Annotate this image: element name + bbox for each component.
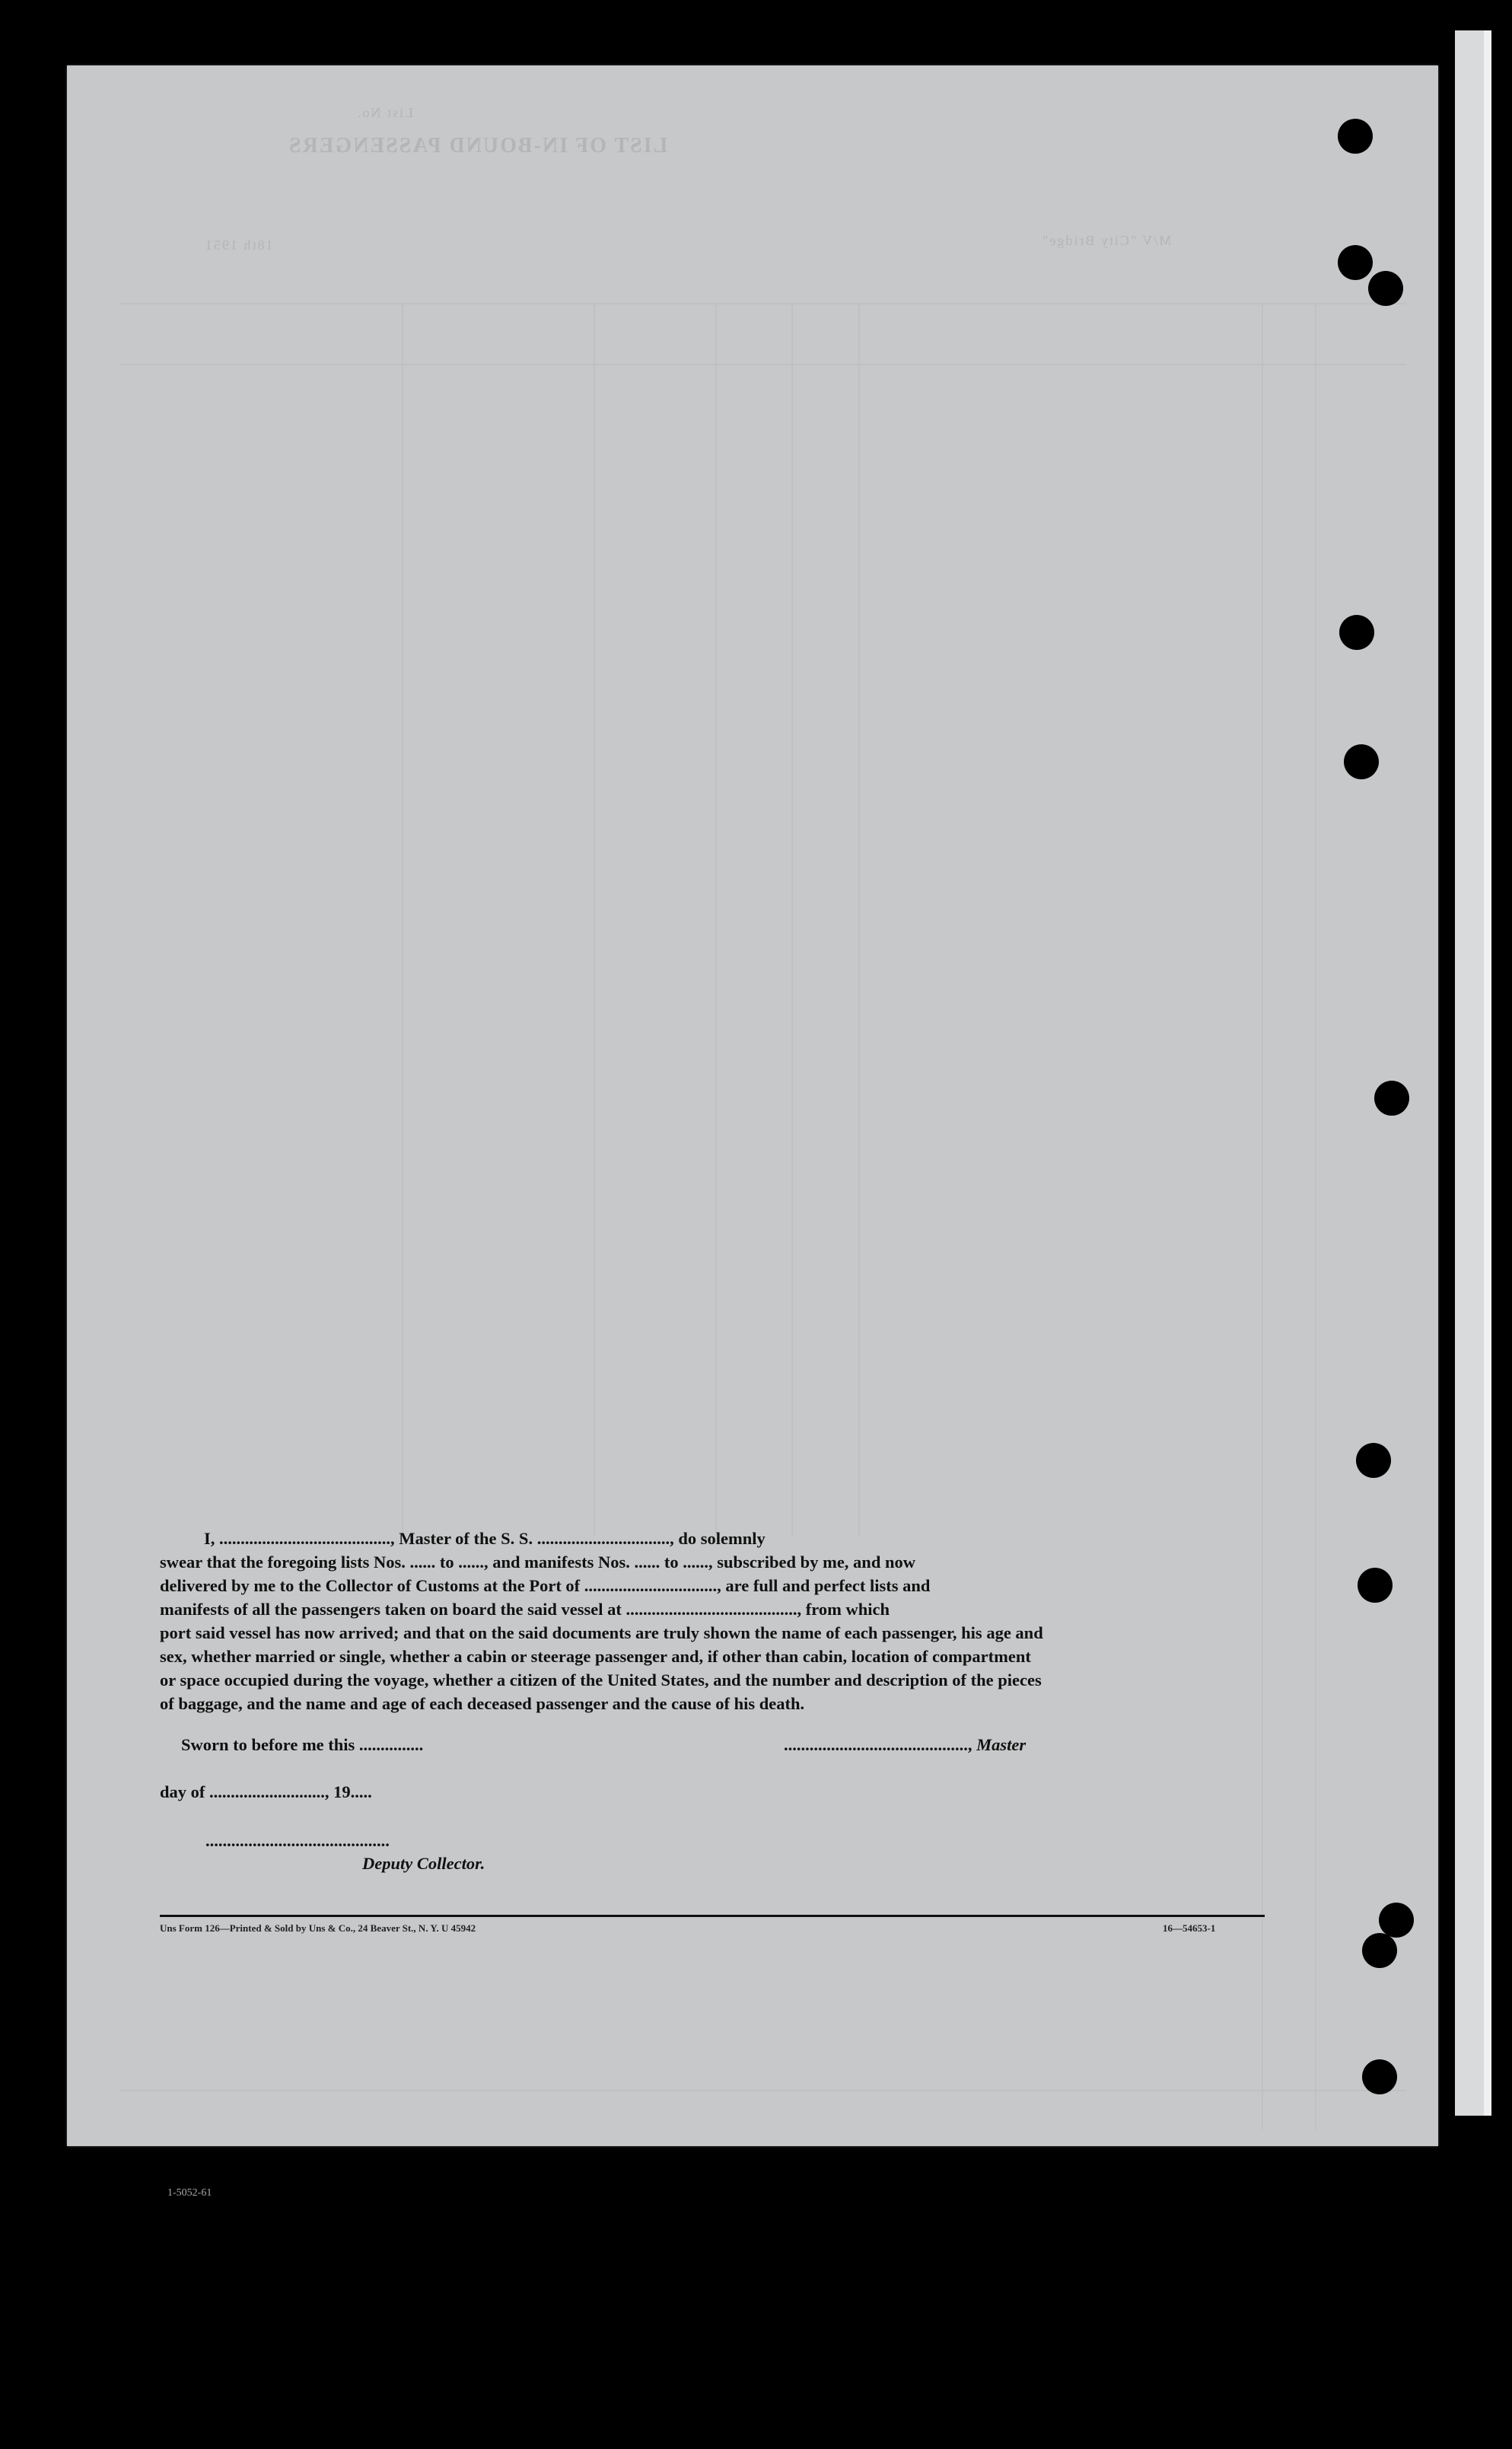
punch-hole [1368,271,1403,306]
master-oath-paragraph [160,1527,1263,1715]
punch-hole [1344,744,1379,779]
collector-signature-dots: ........................................... [205,1831,390,1850]
page-edge-highlight [1484,30,1491,2116]
punch-hole [1356,1443,1391,1478]
bleed-vessel: M/V "City Bridge" [1041,233,1172,248]
oath-line-3: delivered by me to the Collector of Customs at the Port of ..............................., are full and perfect lists and [160,1576,931,1595]
grid-line [120,2090,1406,2091]
grid-line [120,364,1406,365]
footer-rule [160,1915,1265,1917]
grid-line [715,303,717,1536]
oath-line-8: of baggage, and the name and age of each deceased passenger and the cause of his death. [160,1694,805,1713]
grid-line [1262,303,1263,2129]
oath-line-4: manifests of all the passengers taken on board the said vessel at ........................................, from which [160,1600,890,1619]
bleed-date: 18th 1951 [204,237,273,253]
oath-line-5: port said vessel has now arrived; and that on the said documents are truly shown the name of each passenger, his age and [160,1623,1043,1642]
punch-hole [1338,119,1373,154]
punch-hole [1374,1081,1409,1116]
oath-line-7: or space occupied during the voyage, whether a citizen of the United States, and the number and description of the pieces [160,1670,1042,1689]
punch-hole [1338,245,1373,280]
grid-line [791,303,793,1536]
margin-mark: 1-5052-61 [167,2187,212,2199]
day-of-line: day of ..........................., 19..... [160,1782,372,1801]
master-signature-line [784,1735,1026,1755]
grid-line [594,303,595,1536]
oath-line-2: swear that the foregoing lists Nos. ...... to ......, and manifests Nos. ...... to ......, subscribed by me, and now [160,1553,915,1572]
oath-line-1: I, ........................................, Master of the S. S. ..............................., do solemnly [204,1529,766,1548]
grid-line [1315,303,1316,2129]
punch-hole [1362,2059,1397,2094]
bleed-list-no: List No. [356,105,414,120]
sworn-before-line: Sworn to before me this ............... [181,1735,424,1754]
grid-line [858,303,860,1536]
punch-hole [1362,1933,1397,1968]
printer-imprint: Uns Form 126—Printed & Sold by Uns & Co., 24 Beaver St., N. Y. U 45942 [160,1922,476,1934]
bleed-title: LIST OF IN-BOUND PASSENGERS [288,134,668,158]
punch-hole [1339,615,1374,650]
form-number: 16—54653-1 [1163,1922,1216,1934]
master-label: Master [976,1735,1027,1754]
punch-hole [1379,1903,1414,1938]
grid-line [120,303,1406,304]
deputy-collector-label: Deputy Collector. [362,1854,485,1873]
punch-hole [1358,1568,1393,1603]
grid-line [402,303,403,1536]
master-dots: ..........................................., [784,1735,972,1754]
oath-line-6: sex, whether married or single, whether a cabin or steerage passenger and, if other than cabin, location of compartment [160,1647,1031,1666]
